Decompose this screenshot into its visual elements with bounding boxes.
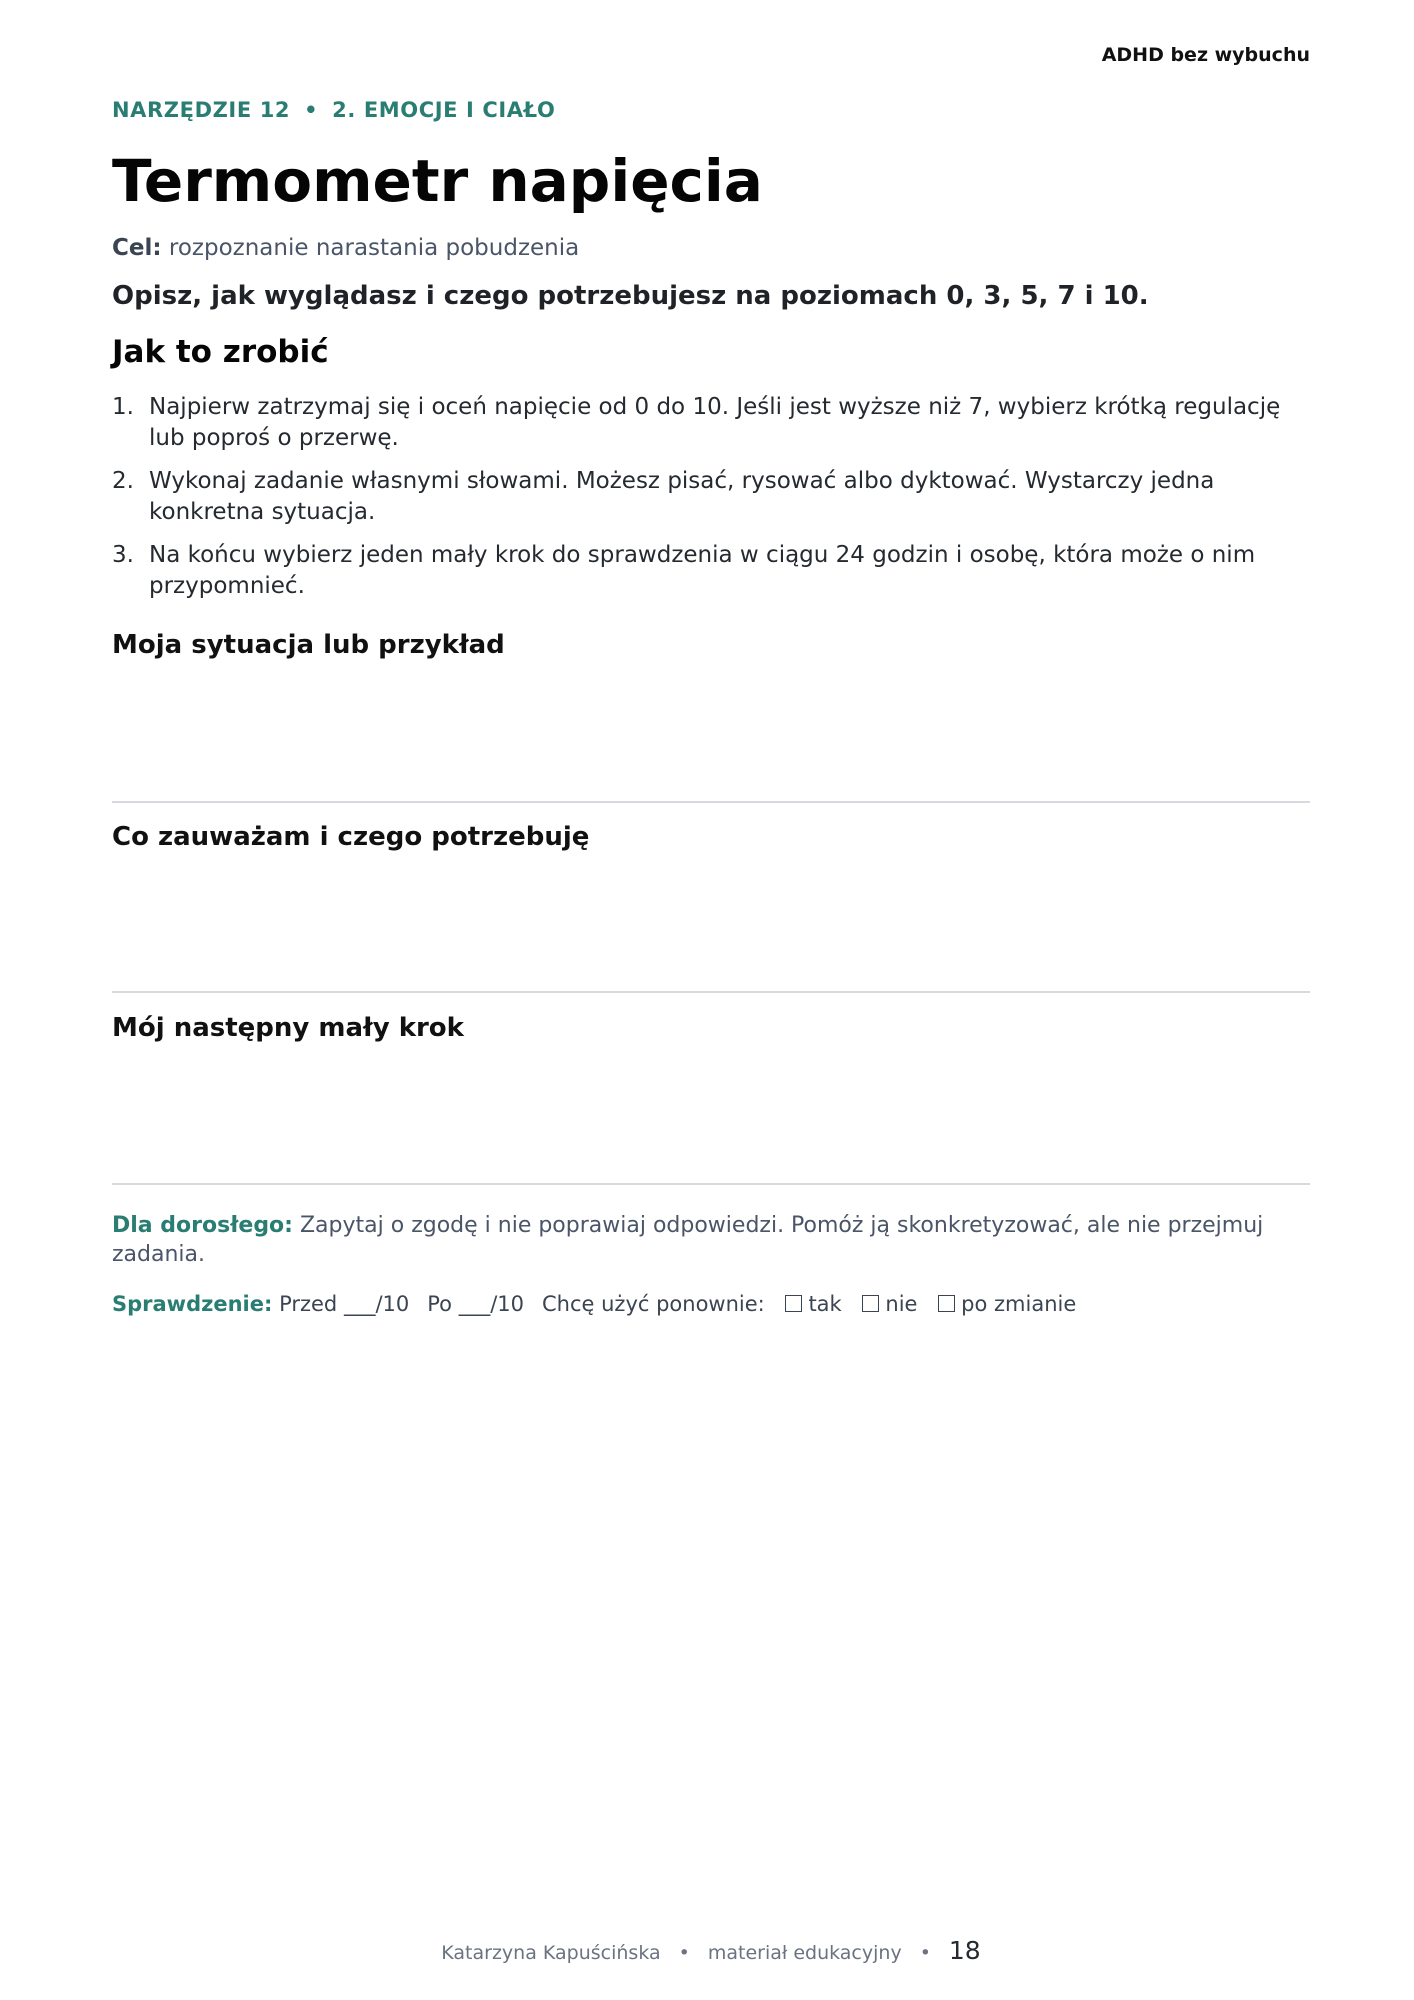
check-after[interactable]: Po ___/10 (427, 1292, 524, 1316)
adult-note-label: Dla dorosłego: (112, 1213, 293, 1238)
option-tak: tak (808, 1292, 842, 1316)
checkbox-nie[interactable] (862, 1295, 879, 1312)
page-number: 18 (948, 1936, 981, 1965)
goal-label: Cel: (112, 235, 162, 261)
check-reuse-label: Chcę użyć ponownie: (542, 1292, 765, 1316)
step-item (112, 540, 1310, 602)
situation-answer-line[interactable] (112, 801, 1310, 803)
footer-material: materiał edukacyjny (707, 1942, 902, 1964)
situation-section-label: Moja sytuacja lub przykład (112, 630, 505, 660)
check-line (112, 1292, 1076, 1316)
step-text: Na końcu wybierz jeden mały krok do sprawdzenia w ciągu 24 godzin i osobę, która może o nim przypomnieć. (149, 542, 1256, 599)
step-number: 1. (112, 394, 134, 420)
checkbox-po-zmianie[interactable] (938, 1295, 955, 1312)
footer-separator: • (678, 1942, 690, 1964)
needs-section-label: Co zauważam i czego potrzebuję (112, 822, 590, 852)
section-name: 2. EMOCJE I CIAŁO (332, 98, 556, 122)
footer-author: Katarzyna Kapuścińska (441, 1942, 661, 1964)
next-step-section-label: Mój następny mały krok (112, 1013, 464, 1043)
option-po-zmianie: po zmianie (961, 1292, 1077, 1316)
option-nie: nie (885, 1292, 918, 1316)
worksheet-page (112, 0, 1310, 2000)
step-text: Wykonaj zadanie własnymi słowami. Możesz pisać, rysować albo dyktować. Wystarczy jedna konkretna sytuacja. (149, 468, 1215, 525)
kicker-separator: • (304, 98, 319, 122)
steps-list (112, 392, 1310, 614)
adult-note (112, 1211, 1310, 1269)
howto-heading: Jak to zrobić (112, 334, 329, 370)
footer-separator: • (919, 1942, 931, 1964)
page-footer (112, 1936, 1310, 1965)
check-label: Sprawdzenie: (112, 1292, 273, 1316)
tool-number: NARZĘDZIE 12 (112, 98, 291, 122)
checkbox-tak[interactable] (785, 1295, 802, 1312)
step-item (112, 466, 1310, 528)
adult-note-text: Zapytaj o zgodę i nie poprawiaj odpowiedzi. Pomóż ją skonkretyzować, ale nie przejmuj zadania. (112, 1213, 1264, 1267)
page-title: Termometr napięcia (112, 147, 763, 215)
needs-answer-line[interactable] (112, 991, 1310, 993)
goal-text: rozpoznanie narastania pobudzenia (168, 235, 580, 261)
next-step-answer-line[interactable] (112, 1183, 1310, 1185)
running-head: ADHD bez wybuchu (1101, 44, 1310, 66)
goal-line (112, 235, 579, 261)
step-number: 3. (112, 542, 134, 568)
tool-kicker (112, 98, 555, 122)
step-item (112, 392, 1310, 454)
step-text: Najpierw zatrzymaj się i oceń napięcie od 0 do 10. Jeśli jest wyższe niż 7, wybierz krótką regulację lub poproś o przerwę. (149, 394, 1281, 451)
step-number: 2. (112, 468, 134, 494)
check-before[interactable]: Przed ___/10 (279, 1292, 410, 1316)
task-instruction: Opisz, jak wyglądasz i czego potrzebujesz na poziomach 0, 3, 5, 7 i 10. (112, 281, 1149, 311)
